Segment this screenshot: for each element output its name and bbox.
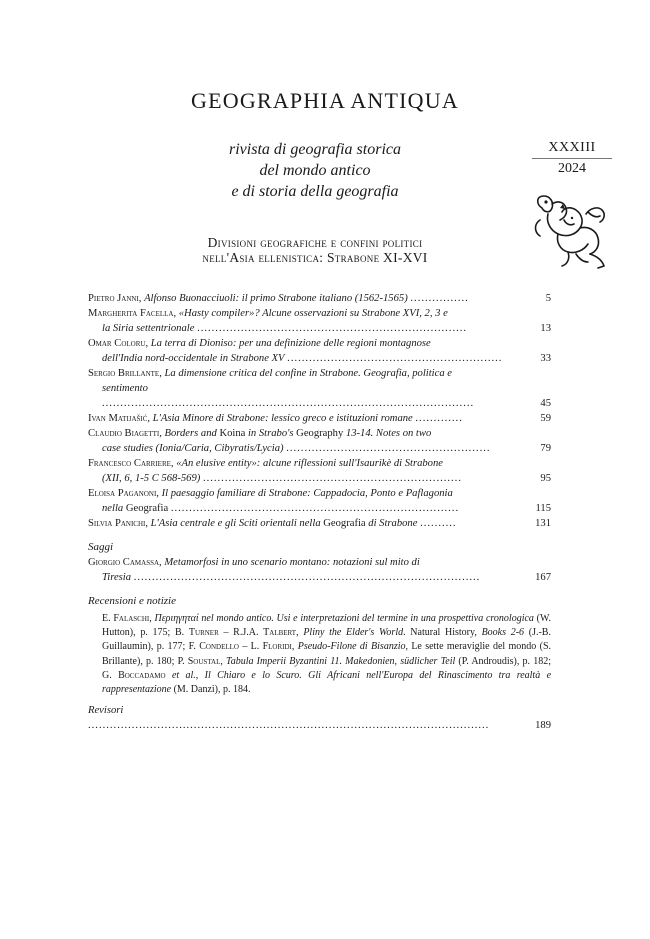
recensioni-fragment: Tabula Imperii Byzantini 11. Makedonien, südlicher Teil [226,655,456,667]
recensioni-fragment: Talbert [263,627,297,639]
recensioni-label: Recensioni e notizie [88,595,176,607]
toc-entry: Omar Coloru, La terra di Dioniso: per una definizione delle regioni montagnose dell'India nord-occidentale in Strabone XV ........................................................... 33 [88,338,551,364]
section-heading-line: nell'Asia ellenistica: Strabone XI-XVI [202,250,428,265]
subtitle-line: e di storia della geografia [231,183,399,200]
toc-author: Silvia Panichi [88,518,146,529]
toc-page: 5 [545,293,551,304]
recensioni-fragment: . Natural History, [403,627,482,639]
toc-entry: Francesco Carriere, «An elusive entity»: alcune riflessioni sull'Isaurikè di Strabone (XII, 6, 1-5 C 568-569) ....................................................................... 95 [88,458,551,484]
recensioni-fragment: (J.-B. Guillaumin), p. 177; F. [102,627,551,653]
section-heading [150,235,480,265]
recensioni-fragment: , [296,627,304,639]
recensioni-fragment: Books 2-6 [481,627,525,639]
recensioni-fragment: (P. Androudis), p. 182; G. [102,655,551,681]
sphinx-emblem-icon [528,190,614,272]
toc-title: «Hasty compiler»? Alcune osservazioni su Strabone XVI, 2, 3 e [178,308,448,319]
revisori-label: Revisori [88,705,124,717]
saggi-label: Saggi [88,541,114,553]
toc-title: Alfonso Buonacciuoli: il primo Strabone italiano (1562-1565) [144,293,408,304]
toc-entry: Pietro Janni, Alfonso Buonacciuoli: il primo Strabone italiano (1562-1565) ................ 5 [88,293,551,304]
recensioni-fragment: Soustal [187,655,221,667]
toc-title-cont: (XII, 6, 1-5 C 568-569) [102,473,201,484]
recensioni-fragment: Pliny the Elder's World [303,627,404,639]
recensioni-fragment: Boccadamo [118,669,166,681]
toc-title-part: in Strabo's [245,428,297,439]
toc-page: 167 [535,572,551,583]
toc-author: Pietro Janni [88,293,139,304]
toc-entry: Sergio Brillante, La dimensione critica del confine in Strabone. Geografia, politica e sentimento ...................................................................................................... 45 [88,368,551,409]
toc-author: Giorgio Camassa [88,557,160,568]
recensioni-fragment: , [291,641,298,653]
section-heading-line: Divisioni geografiche e confini politici [207,235,423,250]
subtitle-line: rivista di geografia storica [229,141,401,158]
recensioni-fragment: Condello [199,641,239,653]
toc-title: Il paesaggio familiare di Strabone: Cappadocia, Ponto e Paflagonia [161,488,453,499]
toc-entry: Eloisa Paganoni, Il paesaggio familiare di Strabone: Cappadocia, Ponto e Paflagonia nella Geografia ............................................................................... 115 [88,488,551,514]
recensioni-fragment: Floridi [262,641,292,653]
table-of-contents [88,291,551,733]
toc-title-part: 13-14. Notes on two [343,428,432,439]
recensioni-fragment: Il Chiaro e lo Scuro. Gli Africani nell'Europa del Rinascimento tra realtà e rappresentazione [102,669,552,696]
toc-title: La dimensione critica del confine in Strabone. Geografia, politica e [164,368,452,379]
toc-author: Ivan Matijašić [88,413,148,424]
toc-title-cont: sentimento [102,383,148,394]
volume-block [532,140,612,177]
recensioni-fragment: , [195,669,205,681]
recensioni-fragment: et al. [171,669,196,681]
toc-author: Margherita Facella [88,308,174,319]
toc-page: 189 [535,720,551,732]
volume-number: XXXIII [532,140,612,159]
recensioni-fragment: Περιηγηταί nel mondo antico. Usi e interpretazioni del termine in una prospettiva cronologica [154,613,534,624]
toc-author: Sergio Brillante [88,368,160,379]
toc-entry: Giorgio Camassa, Metamorfosi in uno scenario montano: notazioni sul mito di Tiresia ............................................................................................... 167 [88,557,551,583]
toc-title-part: di Strabone [365,518,418,529]
toc-title: Metamorfosi in uno scenario montano: notazioni sul mito di [164,557,420,568]
toc-page: 95 [540,473,551,484]
toc-title-part: Borders and [164,428,220,439]
toc-author: Claudio Biagetti [88,428,160,439]
toc-page: 79 [540,443,551,454]
toc-title: «An elusive entity»: alcune riflessioni sull'Isaurikè di Strabone [176,458,443,469]
toc-title-cont: dell'India nord-occidentale in Strabone XV [102,353,285,364]
toc-page: 115 [535,503,551,514]
toc-title-cont: case studies (Ionia/Caria, Cibyratis/Lycia) [102,443,284,454]
recensioni-fragment: E. [102,613,114,624]
journal-title: GEOGRAPHIA ANTIQUA [191,88,459,113]
recensioni-text [88,612,551,697]
recensioni-fragment: – L. [238,641,263,653]
journal-subtitle [190,139,440,202]
toc-page: 45 [540,398,551,409]
toc-title-cont: Tiresia [102,572,132,583]
toc-author: Francesco Carriere [88,458,171,469]
toc-title-part: Koina [219,428,246,439]
toc-entry: Ivan Matijašić, L'Asia Minore di Strabone: lessico greco e istituzioni romane ............. 59 [88,413,551,424]
recensioni-fragment: Pseudo-Filone di Bisanzio [297,641,406,653]
toc-title-part: Geografia [125,503,169,514]
toc-title: La terra di Dioniso: per una definizione delle regioni montagnose [150,338,431,349]
subtitle-line: del mondo antico [259,162,371,179]
toc-entry: Silvia Panichi, L'Asia centrale e gli Sciti orientali nella Geografia di Strabone .......... 131 [88,518,551,529]
recensioni-fragment: , [220,655,227,667]
toc-author: Eloisa Paganoni [88,488,157,499]
toc-title-part: nella [102,503,126,514]
recensioni-fragment: Falaschi [113,613,150,624]
toc-entry: Claudio Biagetti, Borders and Koina in Strabo's Geography 13-14. Notes on two case studies (Ionia/Caria, Cibyratis/Lycia) ........................................................ 79 [88,428,551,454]
toc-author: Omar Coloru [88,338,146,349]
toc-page: 13 [540,323,551,334]
toc-title-part: Geografia [323,518,366,529]
recensioni-fragment: , Le sette meraviglie del mondo (S. Brillante), p. 180; P. [102,641,551,667]
toc-entry: Revisori .............................................................................................................. 189 [88,705,551,732]
recensioni-fragment: (M. Danzi), p. 184. [171,684,251,696]
recensioni-fragment: – R.J.A. [218,627,264,639]
recensioni-fragment: Turner [188,627,219,639]
toc-title-cont: la Siria settentrionale [102,323,195,334]
toc-title-part: L'Asia centrale e gli Sciti orientali nella [150,518,324,529]
toc-title-part: Geography [296,428,344,439]
recensioni-fragment: (W. Hutton), p. 175; B. [102,613,552,639]
volume-year: 2024 [558,161,586,176]
toc-title: L'Asia Minore di Strabone: lessico greco e istituzioni romane [152,413,413,424]
recensioni-fragment: , [149,613,155,624]
toc-page: 33 [540,353,551,364]
toc-page: 59 [540,413,551,424]
toc-page: 131 [535,518,551,529]
toc-entry: Margherita Facella, «Hasty compiler»? Alcune osservazioni su Strabone XVI, 2, 3 e la Siria settentrionale .......................................................................... 13 [88,308,551,334]
